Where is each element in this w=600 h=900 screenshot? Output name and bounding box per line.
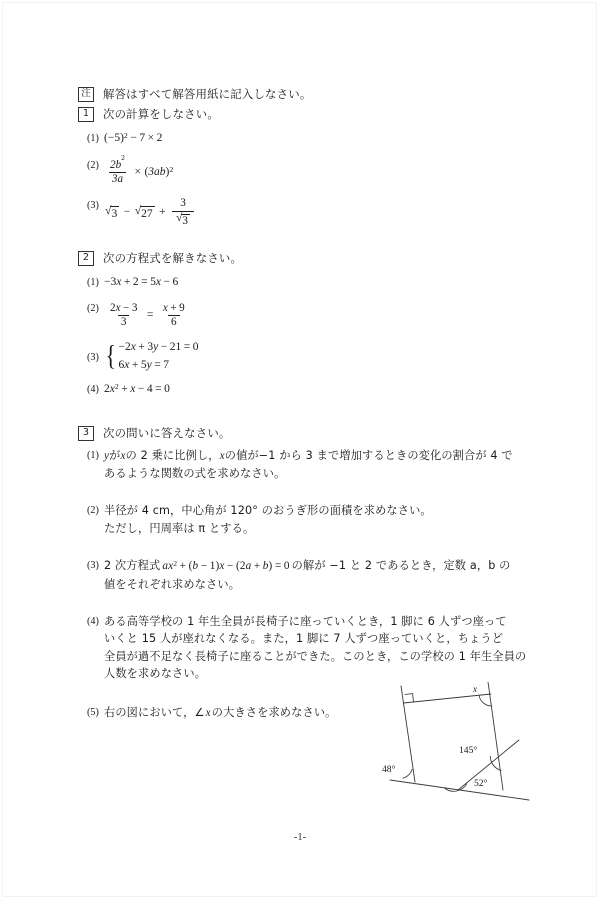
question-2-2 <box>78 300 544 329</box>
question-expression <box>104 197 544 229</box>
variable-y: y <box>104 449 110 462</box>
question-text-line2: 値をそれぞれ求めなさい。 <box>104 577 241 591</box>
angle-diagram-figure <box>382 682 537 812</box>
section-3-number-box: 3 <box>78 426 94 441</box>
section-1-number-box: 1 <box>78 107 94 122</box>
question-text-line1: ある高等学校の 1 年生全員が長椅子に座っていくとき，1 脚に 6 人ずつ座って <box>104 614 507 628</box>
question-3-2 <box>78 502 544 537</box>
question-text <box>104 447 544 483</box>
question-1-2 <box>78 153 544 186</box>
expr-2-1: −3 x + 2 = 5 x − 6 <box>104 276 179 289</box>
figure-right-side <box>488 682 503 790</box>
question-expression <box>104 339 544 375</box>
question-label: (1) <box>87 133 99 145</box>
variable-x: x <box>205 707 211 720</box>
page-number: -1- <box>293 832 307 843</box>
question-label: (5) <box>87 707 99 719</box>
section-2-number-box: 2 <box>78 251 94 266</box>
question-label: (2) <box>87 505 99 517</box>
expr-1-1: ( −5) 2 − 7 × 2 <box>104 131 163 145</box>
question-label: (1) <box>87 449 99 461</box>
text-fragment: の値が <box>224 448 259 462</box>
question-label: (3) <box>87 200 99 212</box>
figure-label-145: 145° <box>459 745 478 756</box>
section-2-header <box>78 250 544 267</box>
question-text-line4: 人数を求めなさい。 <box>104 666 207 680</box>
question-text-line2: ただし，円周率は π とする。 <box>104 521 255 535</box>
section-1-header <box>78 106 544 123</box>
text-fragment: の解が −1 と 2 であるとき，定数 a，b の <box>291 559 511 573</box>
question-text-line2: いくと 15 人が座れなくなる。また，1 脚に 7 人ずつ座っていくと，ちょうど <box>104 632 504 646</box>
figure-label-x: x <box>473 684 477 694</box>
text-fragment: の 2 乗に比例し， <box>125 448 220 462</box>
figure-label-48: 48° <box>382 764 396 775</box>
question-text-line3: 全員が過不足なく長椅子に座ることができた。このとき，この学校の 1 年生全員の <box>104 649 527 663</box>
question-label: (2) <box>87 160 99 172</box>
note-marker-box: 注 <box>78 87 94 102</box>
question-expression <box>104 130 544 148</box>
question-text <box>104 613 544 682</box>
spacer <box>78 593 544 606</box>
question-label: (2) <box>87 302 99 314</box>
figure-label-52: 52° <box>474 778 488 789</box>
section-3-title: 次の問いに答えなさい。 <box>103 425 231 440</box>
sqrt-3-icon: √ 3 <box>105 203 118 221</box>
expr-3-3: ax 2 + ( b − 1) x − (2 a + b ) = 0 <box>162 558 290 573</box>
text-fragment: 右の図において，∠ <box>104 706 205 720</box>
right-angle-mark <box>405 694 414 703</box>
expr-2-2: $\frac{2x - 3}{3}$ = $\frac{x + 9}{6}$ <box>104 302 191 329</box>
question-2-1 <box>78 274 544 292</box>
sqrt-3-icon: √ 3 <box>176 211 188 227</box>
spacer <box>78 229 544 250</box>
section-1-questions <box>78 130 544 229</box>
figure-top-edge <box>404 694 492 703</box>
question-text-line1: 半径が 4 cm，中心角が 120° のおうぎ形の面積を求めなさい。 <box>104 504 432 518</box>
section-2-title: 次の方程式を解きなさい。 <box>103 250 243 265</box>
question-2-4 <box>78 381 544 399</box>
expr-1-3: √ 3 − √ 27 + 3 √ 3 <box>104 197 197 229</box>
question-expression <box>104 381 544 399</box>
question-text-line2: あるような関数の式を求めなさい。 <box>104 467 286 481</box>
spacer <box>78 537 544 550</box>
question-label: (4) <box>87 383 99 395</box>
system-equations <box>119 339 199 375</box>
question-text-line1 <box>104 557 544 575</box>
angle-arc-48 <box>403 769 413 778</box>
left-brace-icon: { <box>105 341 117 373</box>
question-text <box>104 502 544 537</box>
question-3-1 <box>78 447 544 483</box>
system-equation-row: 6x + 5y = 7 <box>118 358 169 371</box>
section-3-header <box>78 425 544 442</box>
note-line <box>78 86 544 103</box>
page-content <box>78 86 544 723</box>
question-label: (3) <box>87 351 99 363</box>
angle-diagram-svg <box>382 682 537 812</box>
question-label: (3) <box>87 560 99 572</box>
text-fragment: の大きさを求めなさい。 <box>211 706 337 720</box>
fraction-2b2-over-3a: $\frac{2b^2}{3a}$ <box>110 153 125 186</box>
text-fragment: 2 次方程式 <box>104 559 161 573</box>
section-1-title: 次の計算をしなさい。 <box>103 107 219 122</box>
question-expression <box>104 153 544 186</box>
fraction-x-plus-9-over-6: $\frac{x + 9}{6}$ <box>162 301 185 329</box>
spacer <box>78 399 544 425</box>
question-3-4 <box>78 613 544 682</box>
question-text <box>104 557 544 593</box>
text-fragment: が <box>109 448 121 462</box>
expr-1-2: $\frac{2b^2}{3a}$ × ( 3ab ) 2 <box>104 159 173 186</box>
question-3-3 <box>78 557 544 593</box>
system-equation-row: −2x + 3y − 21 = 0 <box>118 341 199 354</box>
variable-x: x <box>120 449 126 462</box>
question-1-1 <box>78 130 544 148</box>
sqrt-27-icon: √ 27 <box>134 203 153 221</box>
question-2-3 <box>78 339 544 375</box>
note-text: 解答はすべて解答用紙に記入しなさい。 <box>103 87 312 101</box>
fraction-3-over-sqrt3: 3 √ 3 <box>172 197 194 229</box>
section-2-questions <box>78 274 544 399</box>
expr-2-4: 2 x 2 + x − 4 = 0 <box>104 381 170 395</box>
question-label: (1) <box>87 277 99 289</box>
fraction-2x-minus-3-over-3: $\frac{2x - 3}{3}$ <box>110 301 138 329</box>
question-label: (4) <box>87 615 99 627</box>
question-expression <box>104 300 544 329</box>
spacer <box>78 482 544 495</box>
text-fragment: −1 から 3 まで増加するときの変化の割合が 4 で <box>258 448 513 462</box>
question-expression <box>104 274 544 292</box>
expr-2-3-system <box>104 339 198 375</box>
variable-x: x <box>219 449 225 462</box>
question-1-3 <box>78 197 544 229</box>
